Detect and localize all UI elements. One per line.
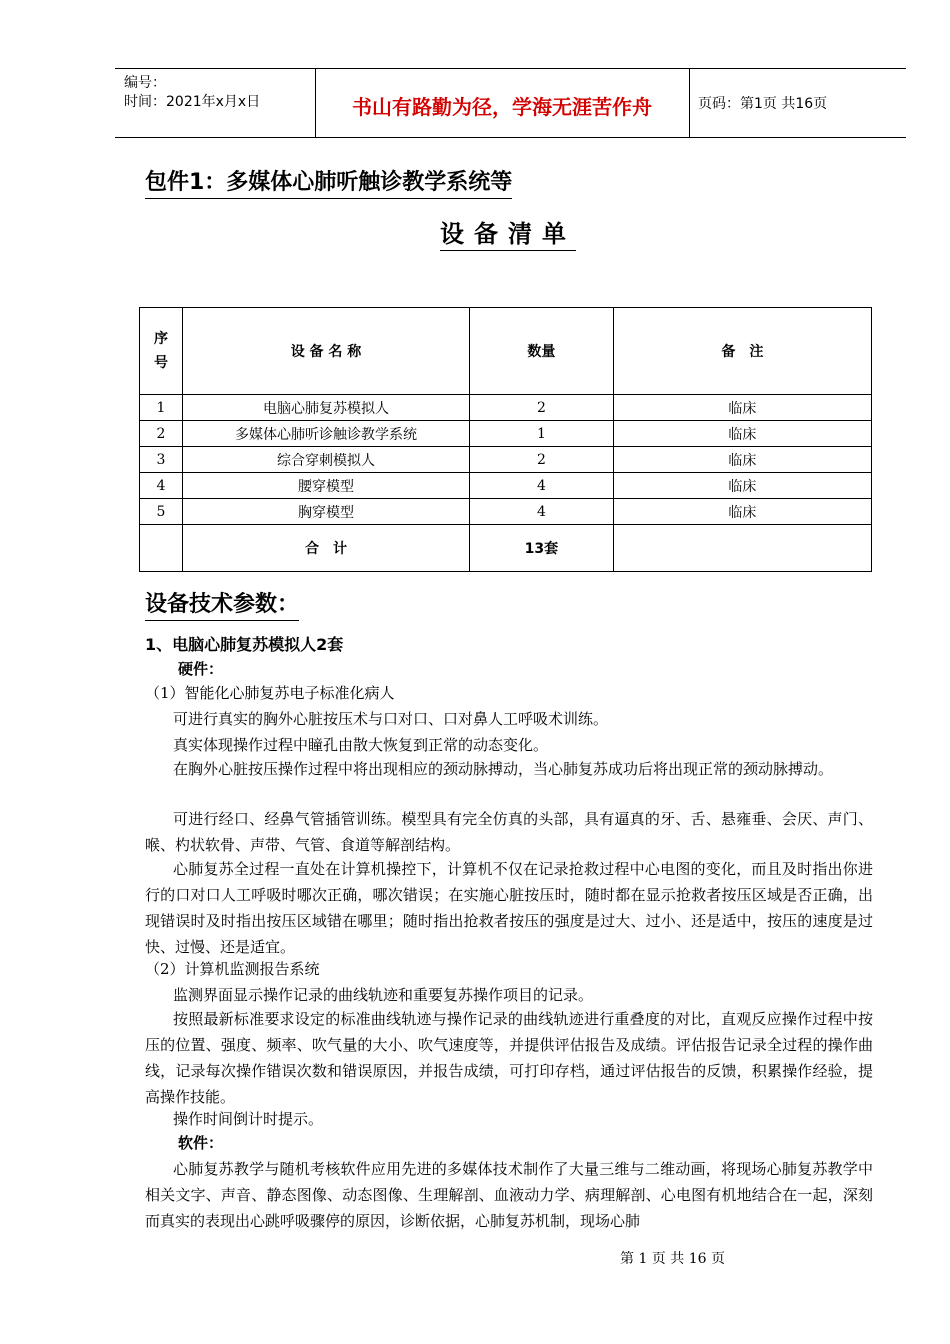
total-note-empty <box>613 525 871 572</box>
header-seq <box>140 308 183 395</box>
row-note: 临床 <box>613 395 871 421</box>
table-row <box>140 395 872 421</box>
row-qty: 2 <box>470 447 614 473</box>
paragraph: 在胸外心脏按压操作过程中将出现相应的颈动脉搏动，当心肺复苏成功后将出现正常的颈动脉搏动。 <box>173 760 834 778</box>
row-qty: 2 <box>470 395 614 421</box>
hardware-label: 硬件： <box>178 660 224 678</box>
header-name: 设 备 名 称 <box>182 308 469 395</box>
row-name: 综合穿刺模拟人 <box>182 447 469 473</box>
row-qty: 4 <box>470 499 614 525</box>
row-qty: 4 <box>470 473 614 499</box>
row-seq: 1 <box>140 395 183 421</box>
row-note: 临床 <box>613 499 871 525</box>
row-seq: 3 <box>140 447 183 473</box>
header-motto-cell <box>315 69 690 137</box>
page-header <box>115 68 906 138</box>
table-total-row <box>140 525 872 572</box>
paragraph: 可进行经口、经鼻气管插管训练。模型具有完全仿真的头部，具有逼真的牙、舌、悬雍垂、会厌、声门、喉、杓状软骨、声带、气管、食道等解剖结构。 <box>145 810 873 854</box>
table-row <box>140 499 872 525</box>
row-name: 胸穿模型 <box>182 499 469 525</box>
total-seq-empty <box>140 525 183 572</box>
header-qty: 数量 <box>470 308 614 395</box>
row-name: 腰穿模型 <box>182 473 469 499</box>
paragraph: 真实体现操作过程中瞳孔由散大恢复到正常的动态变化。 <box>173 736 549 754</box>
table-header-row <box>140 308 872 395</box>
header-page-cell <box>690 69 906 137</box>
header-note: 备 注 <box>613 308 871 395</box>
row-note: 临床 <box>613 421 871 447</box>
total-label: 合 计 <box>182 525 469 572</box>
table-row <box>140 447 872 473</box>
header-meta-cell <box>115 69 316 137</box>
paragraph: 心肺复苏教学与随机考核软件应用先进的多媒体技术制作了大量三维与二维动画，将现场心肺复苏教学中相关文字、声音、静态图像、动态图像、生理解剖、血液动力学、病理解剖、心电图有机地结合在一起，深刻而真实的表现出心跳呼吸骤停的原因，诊断依据，心肺复苏机制，现场心肺 <box>145 1160 873 1230</box>
row-seq: 2 <box>140 421 183 447</box>
section-title: 设备技术参数： <box>145 590 299 621</box>
header-seq-text: 序号 <box>153 331 168 371</box>
equipment-list-title: 设备清单 <box>440 218 576 251</box>
paragraph: 监测界面显示操作记录的曲线轨迹和重要复苏操作项目的记录。 <box>173 986 594 1004</box>
number-label: 编号： <box>124 75 166 91</box>
paragraph: 按照最新标准要求设定的标准曲线轨迹与操作记录的曲线轨迹进行重叠度的对比，直观反应操作过程中按压的位置、强度、频率、吹气量的大小、吹气速度等，并提供评估报告及成绩。评估报告记录全过程的操作曲线，记录每次操作错误次数和错误原因，并报告成绩，可打印存档，通过评估报告的反馈，积累操作经验，提高操作技能。 <box>145 1010 873 1106</box>
table-row <box>140 473 872 499</box>
equipment-table <box>139 307 872 572</box>
row-seq: 4 <box>140 473 183 499</box>
motto: 书山有路勤为径，学海无涯苦作舟 <box>352 95 652 119</box>
total-qty: 13套 <box>470 525 614 572</box>
subsection-1-title: （1）智能化心肺复苏电子标准化病人 <box>145 684 395 702</box>
row-note: 临床 <box>613 447 871 473</box>
page-footer: 第 1 页 共 16 页 <box>620 1251 725 1267</box>
table-row <box>140 421 872 447</box>
package-title: 包件1：多媒体心肺听触诊教学系统等 <box>145 168 512 199</box>
paragraph: 可进行真实的胸外心脏按压术与口对口、口对鼻人工呼吸术训练。 <box>173 710 609 728</box>
paragraph: 操作时间倒计时提示。 <box>173 1110 324 1128</box>
row-seq: 5 <box>140 499 183 525</box>
row-note: 临床 <box>613 473 871 499</box>
time-label: 时间：2021年x月x日 <box>124 94 261 110</box>
subsection-2-title: （2）计算机监测报告系统 <box>145 960 320 978</box>
row-qty: 1 <box>470 421 614 447</box>
row-name: 电脑心肺复苏模拟人 <box>182 395 469 421</box>
item-title: 1、电脑心肺复苏模拟人2套 <box>145 635 344 654</box>
row-name: 多媒体心肺听诊触诊教学系统 <box>182 421 469 447</box>
software-label: 软件： <box>178 1134 224 1152</box>
page-info: 页码：第1页 共16页 <box>698 96 828 112</box>
paragraph: 心肺复苏全过程一直处在计算机操控下，计算机不仅在记录抢救过程中心电图的变化，而且及时指出你进行的口对口人工呼吸时哪次正确，哪次错误；在实施心脏按压时，随时都在显示抢救者按压区域是否正确，出现错误时及时指出按压区域错在哪里；随时指出抢救者按压的强度是过大、过小、还是适中，按压的速度是过快、过慢、还是适宜。 <box>145 860 873 956</box>
